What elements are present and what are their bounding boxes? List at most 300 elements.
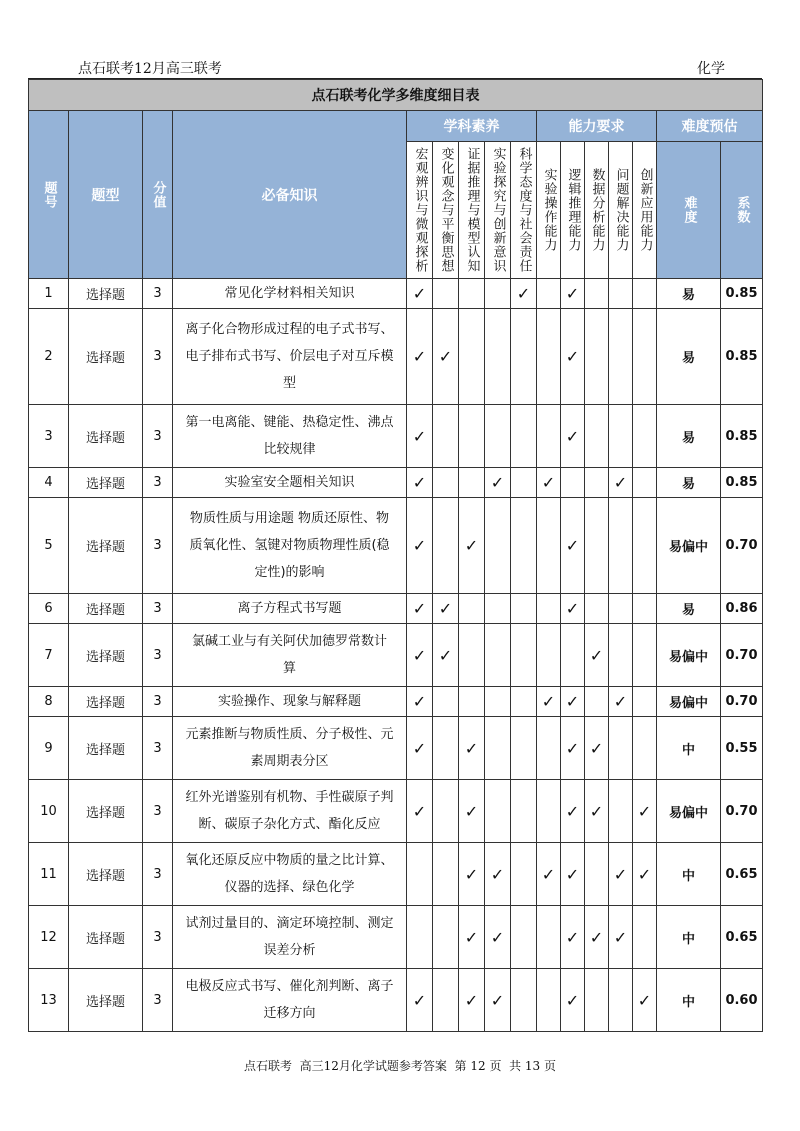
- question-knowledge: [173, 405, 407, 468]
- knowledge-line: 迁移方向: [263, 1006, 316, 1021]
- question-number: 4: [29, 468, 69, 498]
- difficulty-coefficient: 0.60: [721, 969, 763, 1032]
- literacy-check-cell: [433, 687, 459, 717]
- knowledge-line: 电子排布式书写、价层电子对互斥模: [185, 349, 394, 364]
- question-score: 3: [143, 468, 173, 498]
- question-knowledge: [173, 969, 407, 1032]
- col-header-ability-5: 创新应用能力: [633, 142, 657, 279]
- checkmark-icon: ✓: [565, 864, 580, 884]
- col-header-ability-1: 实验操作能力: [537, 142, 561, 279]
- checkmark-icon: ✓: [565, 536, 580, 555]
- question-number: 6: [29, 594, 69, 624]
- knowledge-line: 电极反应式书写、催化剂判断、离子: [185, 979, 394, 994]
- checkmark-icon: ✓: [565, 927, 580, 947]
- question-type: 选择题: [69, 969, 143, 1032]
- question-score: 3: [143, 624, 173, 687]
- literacy-check-cell: [407, 969, 433, 1032]
- ability-check-cell: [609, 594, 633, 624]
- ability-check-cell: [633, 843, 657, 906]
- difficulty-coefficient: 0.85: [721, 279, 763, 309]
- question-score: 3: [143, 687, 173, 717]
- checkmark-icon: ✓: [490, 473, 505, 492]
- ability-check-cell: [585, 969, 609, 1032]
- literacy-check-cell: [485, 405, 511, 468]
- checkmark-icon: ✓: [565, 990, 580, 1010]
- question-score: 3: [143, 843, 173, 906]
- checkmark-icon: ✓: [565, 347, 580, 366]
- literacy-check-cell: [511, 687, 537, 717]
- ability-check-cell: [561, 843, 585, 906]
- difficulty-coefficient: 0.70: [721, 780, 763, 843]
- question-knowledge: [173, 279, 407, 309]
- literacy-check-cell: [433, 468, 459, 498]
- question-type: 选择题: [69, 594, 143, 624]
- question-score: 3: [143, 906, 173, 969]
- literacy-check-cell: [485, 279, 511, 309]
- question-type: 选择题: [69, 279, 143, 309]
- question-type: 选择题: [69, 843, 143, 906]
- knowledge-line: 实验操作、现象与解释题: [217, 694, 361, 709]
- literacy-check-cell: [485, 717, 511, 780]
- table-row: [29, 405, 763, 468]
- ability-check-cell: [561, 594, 585, 624]
- checkmark-icon: ✓: [438, 599, 453, 618]
- literacy-check-cell: [433, 843, 459, 906]
- ability-check-cell: [609, 468, 633, 498]
- ability-check-cell: [633, 906, 657, 969]
- question-knowledge: [173, 843, 407, 906]
- literacy-check-cell: [485, 594, 511, 624]
- literacy-check-cell: [459, 687, 485, 717]
- literacy-check-cell: [407, 594, 433, 624]
- difficulty-coefficient: 0.85: [721, 405, 763, 468]
- literacy-check-cell: [485, 624, 511, 687]
- checkmark-icon: ✓: [541, 864, 556, 884]
- literacy-check-cell: [459, 624, 485, 687]
- checkmark-icon: ✓: [589, 738, 604, 758]
- difficulty-level: 易偏中: [657, 498, 721, 594]
- question-knowledge: [173, 906, 407, 969]
- ability-check-cell: [633, 969, 657, 1032]
- knowledge-line: 氧化还原反应中物质的量之比计算、: [185, 853, 394, 868]
- difficulty-level: 易: [657, 279, 721, 309]
- checkmark-icon: ✓: [464, 927, 479, 947]
- literacy-check-cell: [407, 780, 433, 843]
- question-knowledge: [173, 717, 407, 780]
- question-score: 3: [143, 405, 173, 468]
- question-type: 选择题: [69, 498, 143, 594]
- difficulty-coefficient: 0.85: [721, 468, 763, 498]
- ability-check-cell: [609, 969, 633, 1032]
- page-footer: 点石联考 高三12月化学试题参考答案 第 12 页 共 13 页: [244, 1059, 556, 1073]
- literacy-check-cell: [433, 717, 459, 780]
- literacy-check-cell: [511, 279, 537, 309]
- ability-check-cell: [561, 906, 585, 969]
- ability-check-cell: [537, 279, 561, 309]
- question-number: 7: [29, 624, 69, 687]
- table-row: [29, 906, 763, 969]
- header-left-title: 点石联考12月高三联考: [78, 61, 222, 77]
- literacy-check-cell: [485, 969, 511, 1032]
- table-row: [29, 468, 763, 498]
- table-row: [29, 780, 763, 843]
- literacy-check-cell: [511, 405, 537, 468]
- literacy-check-cell: [433, 405, 459, 468]
- difficulty-coefficient: 0.70: [721, 624, 763, 687]
- difficulty-coefficient: 0.86: [721, 594, 763, 624]
- question-type: 选择题: [69, 780, 143, 843]
- knowledge-line: 元素推断与物质性质、分子极性、元: [185, 727, 394, 742]
- ability-check-cell: [633, 687, 657, 717]
- col-header-literacy-1: 宏观辨识与微观探析: [407, 142, 433, 279]
- literacy-check-cell: [407, 405, 433, 468]
- knowledge-line: 第一电离能、键能、热稳定性、沸点: [185, 415, 394, 430]
- literacy-check-cell: [511, 717, 537, 780]
- difficulty-coefficient: 0.55: [721, 717, 763, 780]
- col-header-coefficient: 系数: [721, 142, 763, 279]
- table-row: [29, 969, 763, 1032]
- ability-check-cell: [609, 780, 633, 843]
- col-header-literacy-4: 实验探究与创新意识: [485, 142, 511, 279]
- checkmark-icon: ✓: [565, 801, 580, 821]
- literacy-check-cell: [407, 279, 433, 309]
- knowledge-line: 离子化合物形成过程的电子式书写、: [185, 322, 394, 337]
- literacy-check-cell: [459, 969, 485, 1032]
- question-score: 3: [143, 279, 173, 309]
- question-score: 3: [143, 309, 173, 405]
- literacy-check-cell: [407, 843, 433, 906]
- knowledge-line: 常见化学材料相关知识: [224, 286, 355, 301]
- ability-check-cell: [537, 309, 561, 405]
- knowledge-line: 型: [282, 376, 296, 391]
- literacy-check-cell: [485, 468, 511, 498]
- literacy-check-cell: [485, 780, 511, 843]
- literacy-check-cell: [433, 594, 459, 624]
- checkmark-icon: ✓: [438, 347, 453, 366]
- literacy-check-cell: [459, 906, 485, 969]
- specification-table: [28, 79, 763, 1032]
- ability-check-cell: [585, 468, 609, 498]
- literacy-check-cell: [485, 906, 511, 969]
- checkmark-icon: ✓: [637, 990, 652, 1010]
- checkmark-icon: ✓: [412, 692, 427, 711]
- ability-check-cell: [585, 624, 609, 687]
- ability-check-cell: [537, 594, 561, 624]
- checkmark-icon: ✓: [613, 864, 628, 884]
- ability-check-cell: [561, 498, 585, 594]
- ability-check-cell: [633, 468, 657, 498]
- question-number: 2: [29, 309, 69, 405]
- difficulty-level: 中: [657, 843, 721, 906]
- checkmark-icon: ✓: [412, 426, 427, 446]
- table-row: [29, 624, 763, 687]
- checkmark-icon: ✓: [490, 927, 505, 947]
- question-number: 8: [29, 687, 69, 717]
- literacy-check-cell: [407, 498, 433, 594]
- literacy-check-cell: [485, 843, 511, 906]
- difficulty-level: 中: [657, 717, 721, 780]
- ability-check-cell: [633, 498, 657, 594]
- literacy-check-cell: [511, 843, 537, 906]
- question-type: 选择题: [69, 687, 143, 717]
- knowledge-line: 红外光谱鉴别有机物、手性碳原子判: [185, 790, 394, 805]
- knowledge-line: 试剂过量目的、滴定环境控制、测定: [185, 916, 394, 931]
- question-knowledge: [173, 687, 407, 717]
- ability-check-cell: [633, 717, 657, 780]
- ability-check-cell: [633, 405, 657, 468]
- ability-check-cell: [633, 309, 657, 405]
- literacy-check-cell: [511, 498, 537, 594]
- knowledge-line: 氯碱工业与有关阿伏加德罗常数计: [191, 634, 387, 649]
- checkmark-icon: ✓: [464, 738, 479, 758]
- knowledge-line: 质氧化性、氢键对物质物理性质(稳: [189, 538, 390, 553]
- ability-check-cell: [609, 906, 633, 969]
- ability-check-cell: [585, 279, 609, 309]
- table-row: [29, 279, 763, 309]
- difficulty-coefficient: 0.85: [721, 309, 763, 405]
- checkmark-icon: ✓: [412, 801, 427, 821]
- question-knowledge: [173, 780, 407, 843]
- ability-check-cell: [585, 687, 609, 717]
- ability-check-cell: [609, 498, 633, 594]
- checkmark-icon: ✓: [565, 738, 580, 758]
- question-number: 13: [29, 969, 69, 1032]
- knowledge-line: 误差分析: [263, 943, 316, 958]
- literacy-check-cell: [511, 906, 537, 969]
- difficulty-coefficient: 0.65: [721, 906, 763, 969]
- ability-check-cell: [537, 498, 561, 594]
- ability-check-cell: [609, 405, 633, 468]
- literacy-check-cell: [433, 498, 459, 594]
- difficulty-level: 易: [657, 405, 721, 468]
- table-row: [29, 843, 763, 906]
- ability-check-cell: [609, 309, 633, 405]
- difficulty-level: 中: [657, 969, 721, 1032]
- col-header-ability-4: 问题解决能力: [609, 142, 633, 279]
- ability-check-cell: [561, 405, 585, 468]
- checkmark-icon: ✓: [412, 347, 427, 366]
- literacy-check-cell: [459, 309, 485, 405]
- literacy-check-cell: [407, 906, 433, 969]
- literacy-check-cell: [511, 468, 537, 498]
- question-score: 3: [143, 717, 173, 780]
- literacy-check-cell: [433, 780, 459, 843]
- literacy-check-cell: [511, 594, 537, 624]
- checkmark-icon: ✓: [464, 536, 479, 555]
- ability-check-cell: [561, 279, 585, 309]
- checkmark-icon: ✓: [589, 645, 604, 665]
- literacy-check-cell: [407, 687, 433, 717]
- difficulty-level: 易偏中: [657, 780, 721, 843]
- question-number: 3: [29, 405, 69, 468]
- literacy-check-cell: [485, 309, 511, 405]
- ability-check-cell: [585, 309, 609, 405]
- literacy-check-cell: [407, 309, 433, 405]
- ability-check-cell: [561, 969, 585, 1032]
- checkmark-icon: ✓: [589, 801, 604, 821]
- ability-check-cell: [633, 624, 657, 687]
- group-header-ability: 能力要求: [537, 111, 657, 142]
- question-type: 选择题: [69, 717, 143, 780]
- table-row: [29, 309, 763, 405]
- question-knowledge: [173, 468, 407, 498]
- ability-check-cell: [537, 780, 561, 843]
- knowledge-line: 算: [282, 661, 296, 676]
- literacy-check-cell: [407, 624, 433, 687]
- col-header-literacy-3: 证据推理与模型认知: [459, 142, 485, 279]
- ability-check-cell: [537, 969, 561, 1032]
- literacy-check-cell: [511, 969, 537, 1032]
- checkmark-icon: ✓: [438, 645, 453, 665]
- literacy-check-cell: [459, 594, 485, 624]
- checkmark-icon: ✓: [637, 864, 652, 884]
- col-header-ability-3: 数据分析能力: [585, 142, 609, 279]
- checkmark-icon: ✓: [464, 801, 479, 821]
- knowledge-line: 定性)的影响: [254, 565, 325, 580]
- checkmark-icon: ✓: [464, 864, 479, 884]
- ability-check-cell: [609, 843, 633, 906]
- knowledge-line: 比较规律: [263, 442, 316, 457]
- checkmark-icon: ✓: [613, 473, 628, 492]
- ability-check-cell: [537, 468, 561, 498]
- checkmark-icon: ✓: [565, 284, 580, 303]
- question-number: 12: [29, 906, 69, 969]
- ability-check-cell: [609, 279, 633, 309]
- ability-check-cell: [633, 279, 657, 309]
- difficulty-level: 易: [657, 468, 721, 498]
- question-type: 选择题: [69, 309, 143, 405]
- checkmark-icon: ✓: [412, 599, 427, 618]
- header-subject: 化学: [697, 61, 725, 77]
- difficulty-coefficient: 0.70: [721, 498, 763, 594]
- ability-check-cell: [609, 687, 633, 717]
- checkmark-icon: ✓: [589, 927, 604, 947]
- ability-check-cell: [585, 906, 609, 969]
- question-number: 10: [29, 780, 69, 843]
- checkmark-icon: ✓: [516, 284, 531, 303]
- ability-check-cell: [561, 624, 585, 687]
- checkmark-icon: ✓: [637, 801, 652, 821]
- literacy-check-cell: [485, 687, 511, 717]
- checkmark-icon: ✓: [541, 473, 556, 492]
- checkmark-icon: ✓: [490, 864, 505, 884]
- question-type: 选择题: [69, 405, 143, 468]
- question-type: 选择题: [69, 468, 143, 498]
- checkmark-icon: ✓: [412, 473, 427, 492]
- col-header-type: 题型: [69, 111, 143, 279]
- literacy-check-cell: [433, 969, 459, 1032]
- question-knowledge: [173, 309, 407, 405]
- difficulty-level: 中: [657, 906, 721, 969]
- group-header-literacy: 学科素养: [407, 111, 537, 142]
- literacy-check-cell: [485, 498, 511, 594]
- literacy-check-cell: [459, 843, 485, 906]
- checkmark-icon: ✓: [412, 284, 427, 303]
- checkmark-icon: ✓: [613, 692, 628, 711]
- table-row: [29, 717, 763, 780]
- ability-check-cell: [537, 906, 561, 969]
- difficulty-level: 易: [657, 594, 721, 624]
- ability-check-cell: [537, 687, 561, 717]
- question-number: 5: [29, 498, 69, 594]
- literacy-check-cell: [511, 624, 537, 687]
- knowledge-line: 素周期表分区: [250, 754, 329, 769]
- question-type: 选择题: [69, 624, 143, 687]
- difficulty-level: 易: [657, 309, 721, 405]
- ability-check-cell: [537, 624, 561, 687]
- question-type: 选择题: [69, 906, 143, 969]
- ability-check-cell: [585, 498, 609, 594]
- question-number: 1: [29, 279, 69, 309]
- difficulty-coefficient: 0.70: [721, 687, 763, 717]
- knowledge-line: 仪器的选择、绿色化学: [224, 880, 355, 895]
- table-row: [29, 498, 763, 594]
- literacy-check-cell: [459, 780, 485, 843]
- ability-check-cell: [585, 594, 609, 624]
- checkmark-icon: ✓: [464, 990, 479, 1010]
- question-score: 3: [143, 498, 173, 594]
- col-header-literacy-5: 科学态度与社会责任: [511, 142, 537, 279]
- ability-check-cell: [585, 405, 609, 468]
- checkmark-icon: ✓: [490, 990, 505, 1010]
- ability-check-cell: [537, 405, 561, 468]
- question-score: 3: [143, 969, 173, 1032]
- ability-check-cell: [585, 780, 609, 843]
- literacy-check-cell: [459, 717, 485, 780]
- difficulty-coefficient: 0.65: [721, 843, 763, 906]
- literacy-check-cell: [511, 309, 537, 405]
- col-header-difficulty: 难度: [657, 142, 721, 279]
- literacy-check-cell: [433, 279, 459, 309]
- question-number: 9: [29, 717, 69, 780]
- col-header-ability-2: 逻辑推理能力: [561, 142, 585, 279]
- ability-check-cell: [609, 717, 633, 780]
- literacy-check-cell: [459, 498, 485, 594]
- knowledge-line: 物质性质与用途题 物质还原性、物: [189, 511, 390, 526]
- ability-check-cell: [585, 843, 609, 906]
- ability-check-cell: [585, 717, 609, 780]
- question-knowledge: [173, 624, 407, 687]
- knowledge-line: 断、碳原子杂化方式、酯化反应: [198, 817, 381, 832]
- col-header-number: 题号: [29, 111, 69, 279]
- ability-check-cell: [633, 594, 657, 624]
- literacy-check-cell: [459, 279, 485, 309]
- checkmark-icon: ✓: [412, 738, 427, 758]
- literacy-check-cell: [433, 309, 459, 405]
- col-header-score: 分值: [143, 111, 173, 279]
- literacy-check-cell: [459, 468, 485, 498]
- literacy-check-cell: [433, 906, 459, 969]
- ability-check-cell: [561, 468, 585, 498]
- literacy-check-cell: [459, 405, 485, 468]
- question-score: 3: [143, 594, 173, 624]
- group-header-difficulty: 难度预估: [657, 111, 763, 142]
- question-knowledge: [173, 498, 407, 594]
- question-knowledge: [173, 594, 407, 624]
- checkmark-icon: ✓: [412, 990, 427, 1010]
- knowledge-line: 离子方程式书写题: [237, 601, 342, 616]
- question-score: 3: [143, 780, 173, 843]
- literacy-check-cell: [407, 468, 433, 498]
- checkmark-icon: ✓: [412, 645, 427, 665]
- literacy-check-cell: [511, 780, 537, 843]
- ability-check-cell: [609, 624, 633, 687]
- difficulty-level: 易偏中: [657, 687, 721, 717]
- checkmark-icon: ✓: [541, 692, 556, 711]
- checkmark-icon: ✓: [613, 927, 628, 947]
- checkmark-icon: ✓: [565, 426, 580, 446]
- ability-check-cell: [561, 717, 585, 780]
